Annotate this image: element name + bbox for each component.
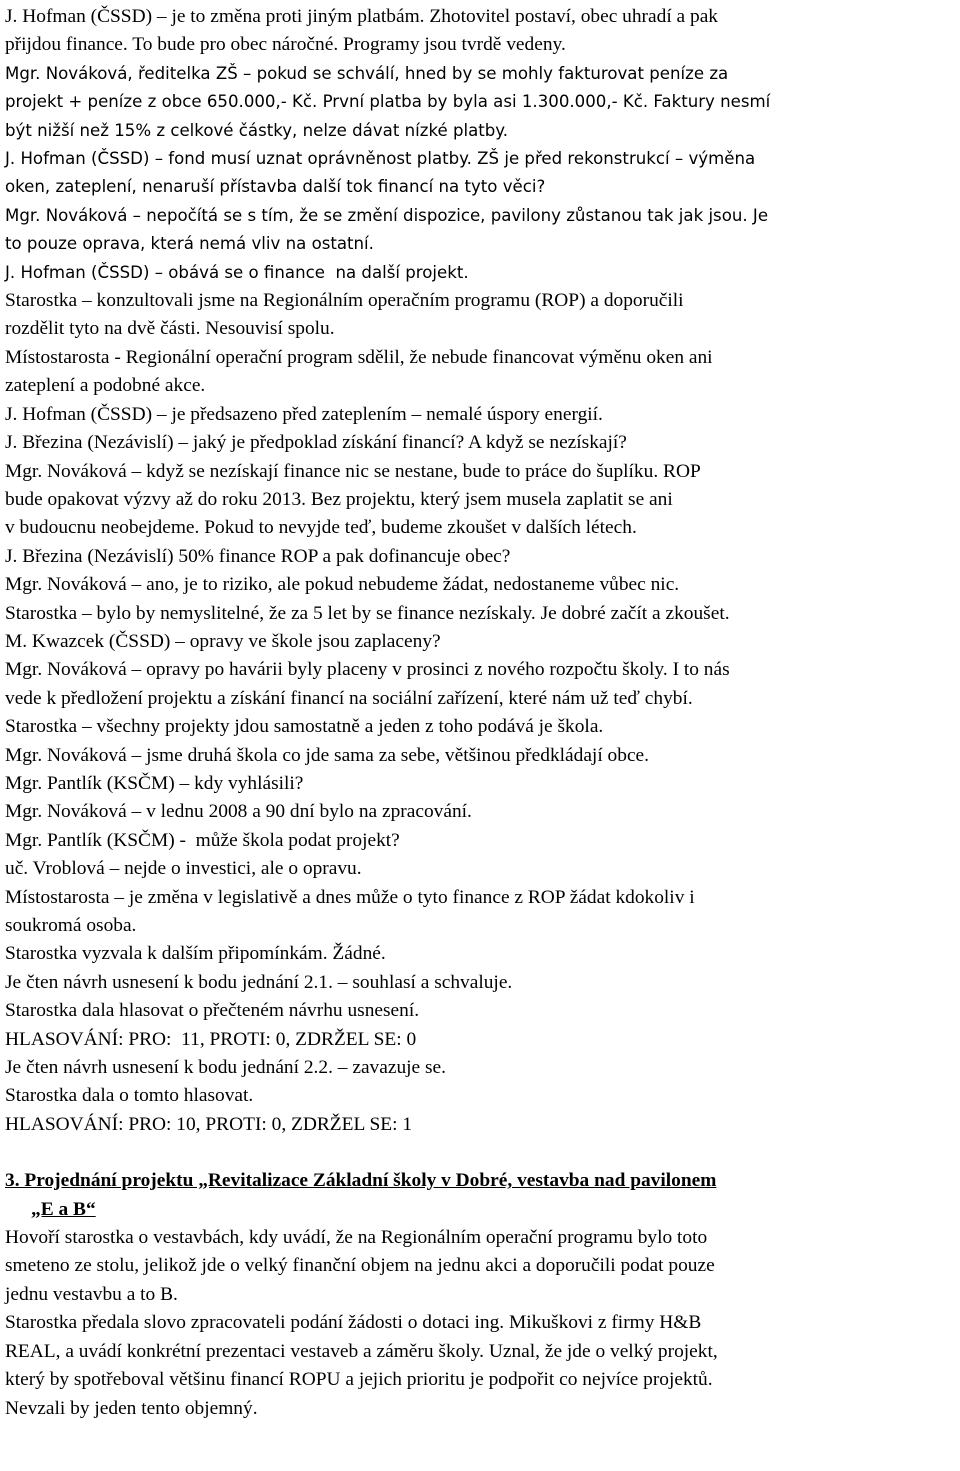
paragraph: Starostka dala hlasovat o přečteném návrhu usnesení. bbox=[5, 1000, 420, 1022]
paragraph: Místostarosta - Regionální operační program sdělil, že nebude financovat výměnu oken ani zateplení a podobné akce. bbox=[5, 346, 713, 397]
section-heading-line2: „E a B“ bbox=[31, 1198, 96, 1220]
paragraph: Mgr. Nováková, ředitelka ZŠ – pokud se schválí, hned by se mohly fakturovat peníze za projekt + peníze z obce 650.000,- Kč. První platba by byla asi 1.300.000,- Kč. Faktury nesmí být nižší než 15% z celkové částky, nelze dávat nízké platby. bbox=[5, 63, 771, 140]
paragraph: Starostka – bylo by nemyslitelné, že za 5 let by se finance nezískaly. Je dobré začít a zkoušet. bbox=[5, 602, 730, 624]
paragraph: Starostka – konzultovali jsme na Regionálním operačním programu (ROP) a doporučili rozdělit tyto na dvě části. Nesouvisí spolu. bbox=[5, 290, 684, 340]
spacer bbox=[5, 1139, 960, 1167]
section-heading-line1: 3. Projednání projektu „Revitalizace Základní školy v Dobré, vestavba nad pavilonem bbox=[5, 1170, 717, 1192]
paragraph: Mgr. Nováková – jsme druhá škola co jde sama za sebe, většinou předkládají obce. bbox=[5, 744, 650, 766]
paragraph: Starostka – všechny projekty jdou samostatně a jeden z toho podává je škola. bbox=[5, 716, 604, 738]
paragraph: Je čten návrh usnesení k bodu jednání 2.1. – souhlasí a schvaluje. bbox=[5, 971, 513, 993]
paragraph: Mgr. Nováková – ano, je to riziko, ale pokud nebudeme žádat, nedostaneme vůbec nic. bbox=[5, 574, 680, 596]
paragraph: Mgr. Nováková – v lednu 2008 a 90 dní bylo na zpracování. bbox=[5, 801, 472, 823]
paragraph: Starostka předala slovo zpracovateli podání žádosti o dotaci ing. Mikuškovi z firmy H&B REAL, a uvádí konkrétní prezentaci vestaveb a záměru školy. Uznal, že jde o velký projekt, který by spotřeboval většinu financí ROPU a jejich prioritu je podpořit co nejvíce projektů. Nevzali by jeden tento objemný. bbox=[5, 1312, 718, 1419]
paragraph: Hovoří starostka o vestavbách, kdy uvádí, že na Regionálním operační programu bylo toto smeteno ze stolu, jelikož jde o velký finanční objem na jednu akci a doporučili podat pouze jednu vestavbu a to B. bbox=[5, 1227, 715, 1305]
paragraph: J. Hofman (ČSSD) – je to změna proti jiným platbám. Zhotovitel postaví, obec uhradí a pak přijdou finance. To bude pro obec náročné. Programy jsou tvrdě vedeny. bbox=[5, 6, 719, 56]
section-body bbox=[5, 1224, 960, 1423]
paragraph: J. Hofman (ČSSD) – fond musí uznat oprávněnost platby. ZŠ je před rekonstrukcí – výměna oken, zateplení, nenaruší přístavba další tok financí na tyto věci? bbox=[5, 149, 756, 197]
paragraph: Starostka dala o tomto hlasovat. bbox=[5, 1085, 254, 1107]
paragraph: Místostarosta – je změna v legislativě a dnes může o tyto finance z ROP žádat kdokoliv i soukromá osoba. bbox=[5, 886, 695, 936]
paragraph: M. Kwazcek (ČSSD) – opravy ve škole jsou zaplaceny? bbox=[5, 630, 441, 652]
paragraph: Mgr. Pantlík (KSČM) - může škola podat projekt? bbox=[5, 829, 400, 851]
paragraph: J. Březina (Nezávislí) 50% finance ROP a pak dofinancuje obec? bbox=[5, 545, 511, 567]
paragraph: HLASOVÁNÍ: PRO: 11, PROTI: 0, ZDRŽEL SE: 0 bbox=[5, 1028, 417, 1050]
paragraph: Mgr. Pantlík (KSČM) – kdy vyhlásili? bbox=[5, 772, 304, 794]
paragraph: HLASOVÁNÍ: PRO: 10, PROTI: 0, ZDRŽEL SE: 1 bbox=[5, 1113, 413, 1135]
paragraph: J. Hofman (ČSSD) – je předsazeno před zateplením – nemalé úspory energií. bbox=[5, 403, 603, 425]
paragraph: J. Hofman (ČSSD) – obává se o finance na další projekt. bbox=[5, 262, 469, 282]
paragraph: J. Březina (Nezávislí) – jaký je předpoklad získání financí? A když se nezískají? bbox=[5, 432, 627, 454]
minutes-body bbox=[5, 3, 960, 1139]
paragraph: Mgr. Nováková – nepočítá se s tím, že se změní dispozice, pavilony zůstanou tak jak jsou. Je to pouze oprava, která nemá vliv na ostatní. bbox=[5, 205, 769, 254]
paragraph: Mgr. Nováková – opravy po havárii byly placeny v prosinci z nového rozpočtu školy. I to nás vede k předložení projektu a získání financí na sociální zařízení, které nám už teď chybí. bbox=[5, 659, 730, 709]
paragraph: Starostka vyzvala k dalším připomínkám. Žádné. bbox=[5, 943, 386, 965]
paragraph: Mgr. Nováková – když se nezískají finance nic se nestane, bude to práce do šuplíku. ROP bude opakovat výzvy až do roku 2013. Bez projektu, který jsem musela zaplatit se ani v budoucnu neobejdeme. Pokud to nevyjde teď, budeme zkoušet v dalších létech. bbox=[5, 460, 701, 539]
paragraph: uč. Vroblová – nejde o investici, ale o opravu. bbox=[5, 858, 362, 880]
paragraph: Je čten návrh usnesení k bodu jednání 2.2. – zavazuje se. bbox=[5, 1057, 446, 1079]
section-heading bbox=[5, 1167, 960, 1224]
